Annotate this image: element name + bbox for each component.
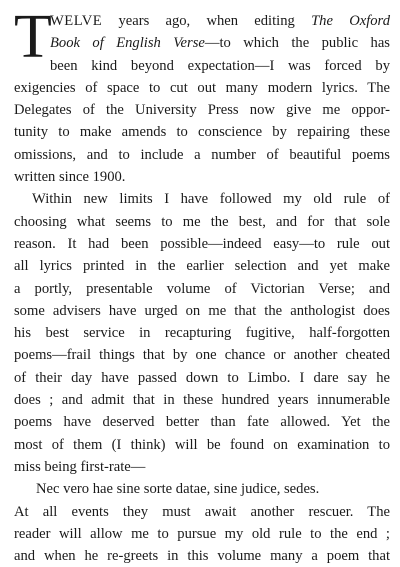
opening-line-3: been kind beyond expectation—I was forced by bbox=[50, 57, 390, 74]
paragraph-2 bbox=[14, 188, 390, 478]
paragraph-2-line: of their day have passed down to Limbo. I dare say he bbox=[14, 369, 390, 386]
paragraph-2-line: a portly, presentable volume of Victorian Verse; and bbox=[14, 280, 390, 297]
opening-block bbox=[14, 3, 390, 77]
paragraph-2-line: poems—frail things that by one chance or another cheated bbox=[14, 347, 390, 364]
paragraph-2-line: poems have deserved better than fate allowed. Yet the bbox=[14, 414, 390, 431]
paragraph-2-line: most of them (I think) will be found on examination to bbox=[14, 436, 390, 453]
paragraph-2-line: Within new limits I have followed my old rule of bbox=[32, 191, 390, 208]
opening-line-1 bbox=[50, 10, 390, 32]
paragraph-2-line: all lyrics printed in the earlier selection and yet make bbox=[14, 258, 390, 275]
paragraph-2-line: reason. It had been possible—indeed easy—to rule out bbox=[14, 235, 390, 252]
drop-cap-letter: T bbox=[14, 3, 52, 71]
book-title-part-2: Book of English Verse bbox=[50, 35, 205, 52]
paragraph-3-line: reader will allow me to pursue my old rule to the end ; bbox=[14, 525, 390, 542]
opening-line-2-text: —to which the public has bbox=[204, 35, 390, 52]
paragraph-2-line: some advisers have urged on me that the anthologist does bbox=[14, 302, 390, 319]
paragraph-1-line: tunity to make amends to conscience by repairing these bbox=[14, 124, 390, 141]
paragraph-2-line: does ; and admit that in these hundred years innumerable bbox=[14, 392, 390, 409]
paragraph-3-line: and when he re-greets in this volume many a poem that bbox=[14, 548, 390, 565]
opening-line-1-text: years ago, when editing bbox=[102, 13, 312, 29]
opening-small-caps: WELVE bbox=[50, 13, 103, 29]
paragraph-1-line: omissions, and to include a number of beautiful poems bbox=[14, 146, 390, 163]
paragraph-1-line: exigencies of space to cut out many modern lyrics. The bbox=[14, 79, 390, 96]
paragraph-1-line: written since 1900. bbox=[14, 169, 126, 186]
paragraph-2-line: his best service in recapturing fugitive, half-forgotten bbox=[14, 325, 390, 342]
paragraph-1-line: Delegates of the University Press now give me oppor- bbox=[14, 102, 390, 119]
book-title-part-1: The Oxford bbox=[311, 13, 390, 29]
opening-line-2 bbox=[50, 32, 390, 54]
paragraph-2-line: choosing what seems to me the best, and for that sole bbox=[14, 213, 390, 230]
paragraph-2-line: miss being first-rate— bbox=[14, 458, 146, 475]
preface-page bbox=[14, 3, 390, 567]
paragraph-3-line: At all events they must await another rescuer. The bbox=[14, 503, 390, 520]
latin-quotation: Nec vero hae sine sorte datae, sine judice, sedes. bbox=[36, 481, 320, 498]
paragraph-3 bbox=[14, 501, 390, 567]
paragraph-1 bbox=[14, 77, 390, 188]
